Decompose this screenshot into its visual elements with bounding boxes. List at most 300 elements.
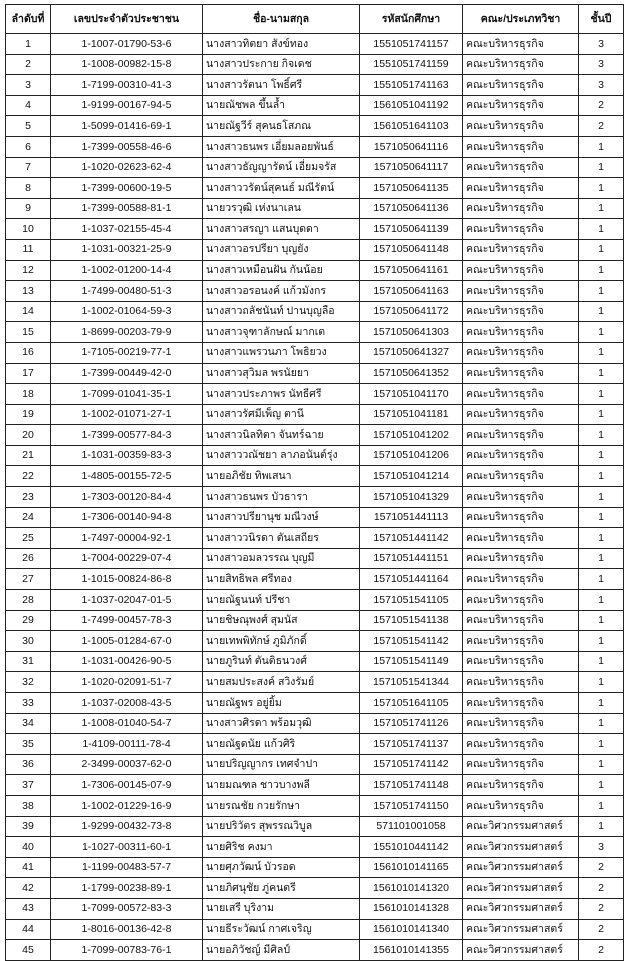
cell-student-id: 1551010441142: [360, 837, 463, 858]
table-row: [6, 404, 624, 425]
cell-faculty: คณะบริหารธุรกิจ: [463, 487, 579, 508]
cell-national-id: 1-1031-00321-25-9: [51, 239, 203, 260]
cell-no: 6: [6, 136, 51, 157]
cell-no: 44: [6, 919, 51, 940]
header-full-name: ชื่อ-นามสกุล: [203, 5, 360, 34]
cell-student-id: 1571051041329: [360, 487, 463, 508]
cell-no: 41: [6, 857, 51, 878]
cell-full-name: นางสาวอรอนงค์ แก้วมังกร: [203, 281, 360, 302]
cell-year: 1: [579, 260, 624, 281]
cell-year: 3: [579, 54, 624, 75]
cell-no: 33: [6, 693, 51, 714]
cell-full-name: นางสาวประภาพร นัทธีศรี: [203, 384, 360, 405]
table-row: [6, 322, 624, 343]
table-row: [6, 795, 624, 816]
cell-full-name: นายณัฐพร อยู่ยิ้ม: [203, 693, 360, 714]
cell-national-id: 1-1027-00311-60-1: [51, 837, 203, 858]
cell-no: 42: [6, 878, 51, 899]
cell-no: 25: [6, 528, 51, 549]
cell-year: 1: [579, 445, 624, 466]
cell-national-id: 1-1020-02623-62-4: [51, 157, 203, 178]
table-row: [6, 34, 624, 55]
cell-no: 7: [6, 157, 51, 178]
cell-no: 12: [6, 260, 51, 281]
cell-year: 1: [579, 693, 624, 714]
table-row: [6, 95, 624, 116]
table-row: [6, 239, 624, 260]
cell-faculty: คณะบริหารธุรกิจ: [463, 95, 579, 116]
cell-national-id: 1-7306-00140-94-8: [51, 507, 203, 528]
table-row: [6, 301, 624, 322]
cell-student-id: 1571050641172: [360, 301, 463, 322]
cell-year: 2: [579, 116, 624, 137]
cell-faculty: คณะบริหารธุรกิจ: [463, 425, 579, 446]
cell-full-name: นายอภิชัย ทิพเสนา: [203, 466, 360, 487]
cell-national-id: 1-7105-00219-77-1: [51, 342, 203, 363]
cell-year: 1: [579, 404, 624, 425]
cell-no: 38: [6, 795, 51, 816]
cell-faculty: คณะบริหารธุรกิจ: [463, 713, 579, 734]
cell-full-name: นายภูรินท์ ตันติธนวงศ์: [203, 651, 360, 672]
cell-full-name: นายณัชพล ขึ้นล้ำ: [203, 95, 360, 116]
cell-full-name: นายภิศนุชัย ภู่คนตรี: [203, 878, 360, 899]
cell-national-id: 1-4805-00155-72-5: [51, 466, 203, 487]
cell-student-id: 1571051741142: [360, 754, 463, 775]
cell-no: 4: [6, 95, 51, 116]
header-row: [6, 5, 624, 34]
table-row: [6, 693, 624, 714]
cell-full-name: นางสาวอมลวรรณ บุญมี: [203, 548, 360, 569]
table-row: [6, 837, 624, 858]
cell-faculty: คณะบริหารธุรกิจ: [463, 775, 579, 796]
cell-student-id: 1571051541149: [360, 651, 463, 672]
table-row: [6, 281, 624, 302]
cell-full-name: นางสาวถลัชนันท์ ปานบุญลือ: [203, 301, 360, 322]
cell-year: 1: [579, 734, 624, 755]
cell-no: 31: [6, 651, 51, 672]
table-row: [6, 260, 624, 281]
cell-national-id: 1-9299-00432-73-8: [51, 816, 203, 837]
cell-student-id: 1571051041170: [360, 384, 463, 405]
cell-no: 24: [6, 507, 51, 528]
cell-no: 34: [6, 713, 51, 734]
cell-no: 37: [6, 775, 51, 796]
table-row: [6, 610, 624, 631]
cell-no: 35: [6, 734, 51, 755]
cell-full-name: นางสาวสุวิมล พรนัยยา: [203, 363, 360, 384]
cell-student-id: 1571051741137: [360, 734, 463, 755]
cell-full-name: นางสาวอรปรียา บุญยัง: [203, 239, 360, 260]
cell-full-name: นางสาวศิรดา พร้อมวุฒิ: [203, 713, 360, 734]
cell-no: 9: [6, 198, 51, 219]
table-header: [6, 5, 624, 34]
table-row: [6, 116, 624, 137]
cell-national-id: 1-7004-00229-07-4: [51, 548, 203, 569]
cell-faculty: คณะบริหารธุรกิจ: [463, 651, 579, 672]
cell-no: 30: [6, 631, 51, 652]
cell-student-id: 1571051041181: [360, 404, 463, 425]
cell-faculty: คณะบริหารธุรกิจ: [463, 342, 579, 363]
cell-full-name: นางสาวปรียานุช มณีวงษ์: [203, 507, 360, 528]
cell-full-name: นางสาวสรญา แสนบุดดา: [203, 219, 360, 240]
cell-full-name: นายอภิวัชญ์ มีศิลป์: [203, 940, 360, 961]
cell-national-id: 1-7199-00310-41-3: [51, 75, 203, 96]
cell-national-id: 2-3499-00037-62-0: [51, 754, 203, 775]
cell-national-id: 1-1037-02008-43-5: [51, 693, 203, 714]
cell-national-id: 1-7497-00004-92-1: [51, 528, 203, 549]
cell-no: 20: [6, 425, 51, 446]
cell-year: 1: [579, 136, 624, 157]
cell-student-id: 1571050641117: [360, 157, 463, 178]
header-no: ลำดับที่: [6, 5, 51, 34]
cell-student-id: 1571051741150: [360, 795, 463, 816]
cell-year: 1: [579, 713, 624, 734]
cell-national-id: 1-7099-01041-35-1: [51, 384, 203, 405]
cell-national-id: 1-8699-00203-79-9: [51, 322, 203, 343]
table-row: [6, 425, 624, 446]
cell-year: 1: [579, 672, 624, 693]
cell-no: 11: [6, 239, 51, 260]
cell-full-name: นางสาวนิลทิตา จันทร์ฉาย: [203, 425, 360, 446]
cell-no: 15: [6, 322, 51, 343]
header-year: ชั้นปี: [579, 5, 624, 34]
header-national-id: เลขประจำตัวประชาชน: [51, 5, 203, 34]
cell-no: 23: [6, 487, 51, 508]
cell-student-id: 1571050641327: [360, 342, 463, 363]
cell-faculty: คณะวิศวกรรมศาสตร์: [463, 816, 579, 837]
cell-student-id: 1571051441151: [360, 548, 463, 569]
cell-faculty: คณะบริหารธุรกิจ: [463, 734, 579, 755]
cell-no: 28: [6, 590, 51, 611]
student-roster-table: [5, 4, 624, 961]
cell-faculty: คณะบริหารธุรกิจ: [463, 754, 579, 775]
cell-faculty: คณะบริหารธุรกิจ: [463, 693, 579, 714]
cell-faculty: คณะวิศวกรรมศาสตร์: [463, 940, 579, 961]
cell-year: 3: [579, 837, 624, 858]
cell-year: 1: [579, 569, 624, 590]
cell-year: 1: [579, 281, 624, 302]
cell-faculty: คณะบริหารธุรกิจ: [463, 54, 579, 75]
table-row: [6, 219, 624, 240]
cell-student-id: 1571050641163: [360, 281, 463, 302]
cell-full-name: นายสมประสงค์ สวิงรัมย์: [203, 672, 360, 693]
cell-national-id: 1-1002-01200-14-4: [51, 260, 203, 281]
cell-full-name: นายสิทธิพล ศรีทอง: [203, 569, 360, 590]
cell-student-id: 1571051641105: [360, 693, 463, 714]
cell-full-name: นางสาวรัตนา โพธิ์ศรี: [203, 75, 360, 96]
cell-faculty: คณะบริหารธุรกิจ: [463, 75, 579, 96]
table-row: [6, 569, 624, 590]
cell-national-id: 1-5099-01416-69-1: [51, 116, 203, 137]
cell-year: 1: [579, 239, 624, 260]
cell-year: 1: [579, 507, 624, 528]
table-row: [6, 940, 624, 961]
table-row: [6, 651, 624, 672]
cell-national-id: 1-9199-00167-94-5: [51, 95, 203, 116]
cell-year: 1: [579, 795, 624, 816]
table-row: [6, 384, 624, 405]
cell-national-id: 1-1002-01064-59-3: [51, 301, 203, 322]
cell-national-id: 1-1799-00238-89-1: [51, 878, 203, 899]
cell-year: 3: [579, 75, 624, 96]
cell-national-id: 1-7399-00558-46-6: [51, 136, 203, 157]
cell-no: 26: [6, 548, 51, 569]
cell-no: 27: [6, 569, 51, 590]
cell-national-id: 1-1037-02047-01-5: [51, 590, 203, 611]
cell-faculty: คณะบริหารธุรกิจ: [463, 322, 579, 343]
cell-full-name: นายศุภวัฒน์ บัวรอด: [203, 857, 360, 878]
table-row: [6, 528, 624, 549]
cell-full-name: นางสาววนิรดา ตันเสถียร: [203, 528, 360, 549]
cell-faculty: คณะบริหารธุรกิจ: [463, 260, 579, 281]
cell-faculty: คณะบริหารธุรกิจ: [463, 136, 579, 157]
cell-faculty: คณะบริหารธุรกิจ: [463, 178, 579, 199]
cell-year: 1: [579, 342, 624, 363]
cell-national-id: 1-7399-00600-19-5: [51, 178, 203, 199]
cell-student-id: 1571051441113: [360, 507, 463, 528]
cell-no: 1: [6, 34, 51, 55]
cell-faculty: คณะบริหารธุรกิจ: [463, 363, 579, 384]
cell-year: 1: [579, 487, 624, 508]
cell-faculty: คณะบริหารธุรกิจ: [463, 281, 579, 302]
cell-full-name: นายศิริช คงมา: [203, 837, 360, 858]
cell-full-name: นางสาวธัญญารัตน์ เอี่ยมจรัส: [203, 157, 360, 178]
cell-no: 5: [6, 116, 51, 137]
cell-faculty: คณะบริหารธุรกิจ: [463, 569, 579, 590]
cell-full-name: นางสาวแพรวนภา โพธิยวง: [203, 342, 360, 363]
table-row: [6, 631, 624, 652]
cell-faculty: คณะบริหารธุรกิจ: [463, 507, 579, 528]
cell-no: 21: [6, 445, 51, 466]
cell-faculty: คณะบริหารธุรกิจ: [463, 34, 579, 55]
cell-full-name: นางสาววณัชยา ลาภอนันต์รุ่ง: [203, 445, 360, 466]
cell-national-id: 1-7306-00145-07-9: [51, 775, 203, 796]
cell-student-id: 1571051541138: [360, 610, 463, 631]
cell-student-id: 1561010141328: [360, 898, 463, 919]
cell-year: 2: [579, 857, 624, 878]
cell-national-id: 1-1008-01040-54-7: [51, 713, 203, 734]
table-row: [6, 590, 624, 611]
table-row: [6, 54, 624, 75]
cell-student-id: 1571051441164: [360, 569, 463, 590]
table-row: [6, 898, 624, 919]
cell-full-name: นายวรวุฒิ เห่งนาเลน: [203, 198, 360, 219]
cell-national-id: 1-7399-00588-81-1: [51, 198, 203, 219]
cell-faculty: คณะบริหารธุรกิจ: [463, 404, 579, 425]
cell-student-id: 1571050641139: [360, 219, 463, 240]
cell-national-id: 1-7099-00783-76-1: [51, 940, 203, 961]
cell-no: 39: [6, 816, 51, 837]
cell-faculty: คณะบริหารธุรกิจ: [463, 672, 579, 693]
cell-year: 1: [579, 775, 624, 796]
cell-year: 3: [579, 34, 624, 55]
cell-no: 14: [6, 301, 51, 322]
cell-faculty: คณะวิศวกรรมศาสตร์: [463, 837, 579, 858]
table-row: [6, 445, 624, 466]
cell-faculty: คณะวิศวกรรมศาสตร์: [463, 898, 579, 919]
cell-year: 2: [579, 940, 624, 961]
cell-year: 1: [579, 466, 624, 487]
cell-faculty: คณะบริหารธุรกิจ: [463, 610, 579, 631]
cell-faculty: คณะบริหารธุรกิจ: [463, 384, 579, 405]
cell-student-id: 1561010141320: [360, 878, 463, 899]
cell-year: 1: [579, 198, 624, 219]
cell-faculty: คณะวิศวกรรมศาสตร์: [463, 857, 579, 878]
cell-full-name: นางสาวเหมือนฝัน กันน้อย: [203, 260, 360, 281]
cell-student-id: 1561010141355: [360, 940, 463, 961]
cell-national-id: 1-1005-01284-67-0: [51, 631, 203, 652]
cell-student-id: 1571051541344: [360, 672, 463, 693]
cell-year: 1: [579, 651, 624, 672]
table-row: [6, 754, 624, 775]
cell-no: 16: [6, 342, 51, 363]
cell-faculty: คณะบริหารธุรกิจ: [463, 219, 579, 240]
cell-full-name: นางสาวจุฑาลักษณ์ มากเต: [203, 322, 360, 343]
cell-full-name: นางสาวรัศมีเพ็ญ ตานี: [203, 404, 360, 425]
table-row: [6, 136, 624, 157]
cell-no: 17: [6, 363, 51, 384]
cell-student-id: 1571051041214: [360, 466, 463, 487]
cell-full-name: นางสาวประกาย กิจเดช: [203, 54, 360, 75]
cell-faculty: คณะบริหารธุรกิจ: [463, 795, 579, 816]
cell-full-name: นายปริญญากร เทศจำปา: [203, 754, 360, 775]
cell-national-id: 1-7399-00577-84-3: [51, 425, 203, 446]
cell-student-id: 1561051641103: [360, 116, 463, 137]
cell-student-id: 1561010141165: [360, 857, 463, 878]
cell-no: 19: [6, 404, 51, 425]
table-row: [6, 363, 624, 384]
cell-full-name: นายปริวัตร สุพรรณวิบูล: [203, 816, 360, 837]
cell-year: 1: [579, 548, 624, 569]
cell-national-id: 1-7499-00480-51-3: [51, 281, 203, 302]
cell-faculty: คณะบริหารธุรกิจ: [463, 548, 579, 569]
cell-no: 3: [6, 75, 51, 96]
header-student-id: รหัสนักศึกษา: [360, 5, 463, 34]
cell-no: 22: [6, 466, 51, 487]
table-row: [6, 857, 624, 878]
table-row: [6, 672, 624, 693]
cell-national-id: 1-1002-01071-27-1: [51, 404, 203, 425]
cell-full-name: นายเสรี บุริงาม: [203, 898, 360, 919]
cell-year: 1: [579, 178, 624, 199]
cell-national-id: 1-1015-00824-86-8: [51, 569, 203, 590]
table-row: [6, 548, 624, 569]
cell-year: 1: [579, 610, 624, 631]
cell-student-id: 1571051741126: [360, 713, 463, 734]
cell-national-id: 1-4109-00111-78-4: [51, 734, 203, 755]
table-row: [6, 775, 624, 796]
cell-student-id: 1561010141340: [360, 919, 463, 940]
cell-student-id: 1551051741159: [360, 54, 463, 75]
cell-student-id: 1551051741157: [360, 34, 463, 55]
cell-student-id: 571101001058: [360, 816, 463, 837]
cell-full-name: นายรณชัย กวยรักษา: [203, 795, 360, 816]
cell-no: 36: [6, 754, 51, 775]
cell-full-name: นายณัฐดนัย แก้วศิริ: [203, 734, 360, 755]
cell-national-id: 1-7303-00120-84-4: [51, 487, 203, 508]
cell-faculty: คณะวิศวกรรมศาสตร์: [463, 878, 579, 899]
cell-year: 1: [579, 322, 624, 343]
cell-faculty: คณะบริหารธุรกิจ: [463, 157, 579, 178]
cell-student-id: 1571051741148: [360, 775, 463, 796]
table-row: [6, 342, 624, 363]
cell-student-id: 1571050641161: [360, 260, 463, 281]
cell-student-id: 1561051041192: [360, 95, 463, 116]
cell-national-id: 1-1020-02091-51-7: [51, 672, 203, 693]
cell-full-name: นายชิษณุพงศ์ สุมนัส: [203, 610, 360, 631]
table-row: [6, 75, 624, 96]
table-row: [6, 466, 624, 487]
cell-student-id: 1571050641135: [360, 178, 463, 199]
cell-student-id: 1571051541105: [360, 590, 463, 611]
cell-year: 1: [579, 384, 624, 405]
table-row: [6, 507, 624, 528]
cell-national-id: 1-7399-00449-42-0: [51, 363, 203, 384]
cell-faculty: คณะบริหารธุรกิจ: [463, 528, 579, 549]
cell-no: 40: [6, 837, 51, 858]
cell-year: 2: [579, 95, 624, 116]
cell-no: 13: [6, 281, 51, 302]
cell-no: 10: [6, 219, 51, 240]
cell-year: 1: [579, 754, 624, 775]
cell-faculty: คณะบริหารธุรกิจ: [463, 466, 579, 487]
cell-national-id: 1-1031-00426-90-5: [51, 651, 203, 672]
cell-national-id: 1-1199-00483-57-7: [51, 857, 203, 878]
cell-full-name: นางสาวทิตยา สังข์ทอง: [203, 34, 360, 55]
cell-student-id: 1571050641136: [360, 198, 463, 219]
cell-no: 45: [6, 940, 51, 961]
cell-year: 1: [579, 425, 624, 446]
cell-year: 1: [579, 816, 624, 837]
table-row: [6, 816, 624, 837]
cell-student-id: 1571050641116: [360, 136, 463, 157]
cell-national-id: 1-1008-00982-15-8: [51, 54, 203, 75]
header-faculty: คณะ/ประเภทวิชา: [463, 5, 579, 34]
cell-student-id: 1571050641148: [360, 239, 463, 260]
cell-faculty: คณะบริหารธุรกิจ: [463, 301, 579, 322]
table-row: [6, 878, 624, 899]
cell-national-id: 1-1007-01790-53-6: [51, 34, 203, 55]
table-row: [6, 713, 624, 734]
cell-full-name: นายณัฐนนท์ ปรีชา: [203, 590, 360, 611]
cell-national-id: 1-1031-00359-83-3: [51, 445, 203, 466]
cell-full-name: นายณัฐวีร์ สุคนธโสภณ: [203, 116, 360, 137]
cell-national-id: 1-8016-00136-42-8: [51, 919, 203, 940]
cell-no: 2: [6, 54, 51, 75]
cell-national-id: 1-1037-02155-45-4: [51, 219, 203, 240]
cell-no: 18: [6, 384, 51, 405]
cell-no: 29: [6, 610, 51, 631]
cell-faculty: คณะบริหารธุรกิจ: [463, 239, 579, 260]
cell-faculty: คณะบริหารธุรกิจ: [463, 116, 579, 137]
table-row: [6, 198, 624, 219]
cell-student-id: 1571050641352: [360, 363, 463, 384]
cell-no: 32: [6, 672, 51, 693]
cell-student-id: 1571051041202: [360, 425, 463, 446]
table-row: [6, 734, 624, 755]
cell-student-id: 1551051741163: [360, 75, 463, 96]
cell-no: 43: [6, 898, 51, 919]
table-row: [6, 178, 624, 199]
cell-full-name: นายมณฑล ชาวบางพลี: [203, 775, 360, 796]
cell-year: 1: [579, 301, 624, 322]
cell-year: 2: [579, 878, 624, 899]
cell-year: 2: [579, 919, 624, 940]
cell-full-name: นางสาววรัตน์สุคนธ์ มณีรัตน์: [203, 178, 360, 199]
cell-national-id: 1-1002-01229-16-9: [51, 795, 203, 816]
cell-year: 2: [579, 898, 624, 919]
cell-full-name: นางสาวธนพร บัวธารา: [203, 487, 360, 508]
